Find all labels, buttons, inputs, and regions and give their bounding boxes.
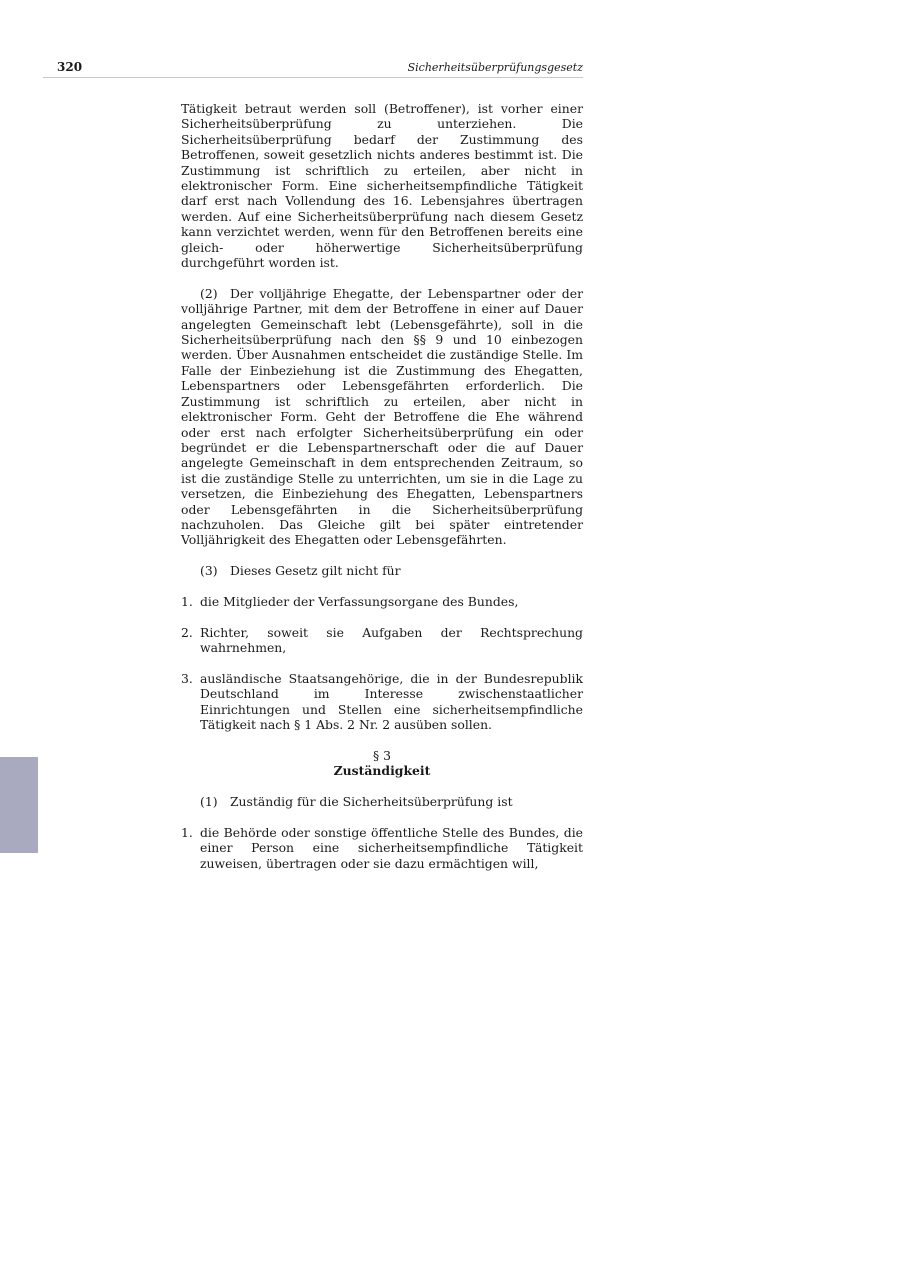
list-item-text: Richter, soweit sie Aufgaben der Rechtsprechung wahrnehmen, [200, 624, 583, 656]
list-item-number: 1. [181, 824, 193, 840]
list-item [181, 625, 583, 656]
paragraph-continuation: Tätigkeit betraut werden soll (Betroffener), ist vorher einer Sicherheitsüberprüfung zu unterziehen. Die Sicherheitsüberprüfung bedarf der Zustimmung des Betroffenen, soweit gesetzlich nichts anderes bestimmt ist. Die Zustimmung ist schriftlich zu erteilen, aber nicht in elektronischer Form. Eine sicherheitsempfindliche Tätigkeit darf erst nach Vollendung des 16. Lebensjahres übertragen werden. Auf eine Sicherheitsüberprüfung nach diesem Gesetz kann verzichtet werden, wenn für den Betroffenen bereits eine gleich- oder höherwertige Sicherheitsüberprüfung durchgeführt worden ist. [181, 101, 583, 271]
list-item [181, 671, 583, 733]
list-item-number: 1. [181, 593, 193, 609]
paragraph-2: (2) Der volljährige Ehegatte, der Lebenspartner oder der volljährige Partner, mit dem der Betroffene in einer auf Dauer angelegten Gemeinschaft lebt (Lebensgefährte), soll in die Sicherheitsüberprüfung nach den §§ 9 und 10 einbezogen werden. Über Ausnahmen entscheidet die zuständige Stelle. Im Falle der Einbeziehung ist die Zustimmung des Ehegatten, Lebenspartners oder Lebensgefährten erforderlich. Die Zustimmung ist schriftlich zu erteilen, aber nicht in elektronischer Form. Geht der Betroffene die Ehe während oder erst nach erfolgter Sicherheitsüberprüfung ein oder begründet er die Lebenspartnerschaft oder die auf Dauer angelegte Gemeinschaft in dem entsprechenden Zeitraum, so ist die zuständige Stelle zu unterrichten, um sie in die Lage zu versetzen, die Einbeziehung des Ehegatten, Lebenspartners oder Lebensgefährten in die Sicherheitsüberprüfung nachzuholen. Das Gleiche gilt bei später eintretender Volljährigkeit des Ehegatten oder Lebensgefährten. [181, 285, 583, 548]
section-paragraph-1: (1) Zuständig für die Sicherheitsüberprüfung ist [200, 794, 513, 810]
page-header [43, 60, 583, 78]
list-item-number: 3. [181, 670, 193, 686]
section-title: Zuständigkeit [333, 763, 431, 779]
list-item-text: ausländische Staatsangehörige, die in der Bundesrepublik Deutschland im Interesse zwischenstaatlicher Einrichtungen und Stellen eine sicherheitsempfindliche Tätigkeit nach § 1 Abs. 2 Nr. 2 ausüben sollen. [200, 670, 583, 733]
list-item-number: 2. [181, 624, 193, 640]
side-thumb-tab [0, 757, 38, 853]
list-item-text: die Behörde oder sonstige öffentliche Stelle des Bundes, die einer Person eine sicherheitsempfindliche Tätigkeit zuweisen, übertragen oder sie dazu ermächtigen will, [200, 824, 583, 871]
page-number: 320 [57, 60, 83, 74]
section-number: § 3 [372, 747, 392, 763]
paragraph-3: (3) Dieses Gesetz gilt nicht für [200, 563, 401, 579]
list-item [181, 825, 583, 871]
list-item [181, 594, 583, 609]
document-body [181, 101, 583, 887]
list-item-text: die Mitglieder der Verfassungsorgane des Bundes, [200, 593, 519, 609]
running-title: Sicherheitsüberprüfungsgesetz [407, 61, 583, 74]
